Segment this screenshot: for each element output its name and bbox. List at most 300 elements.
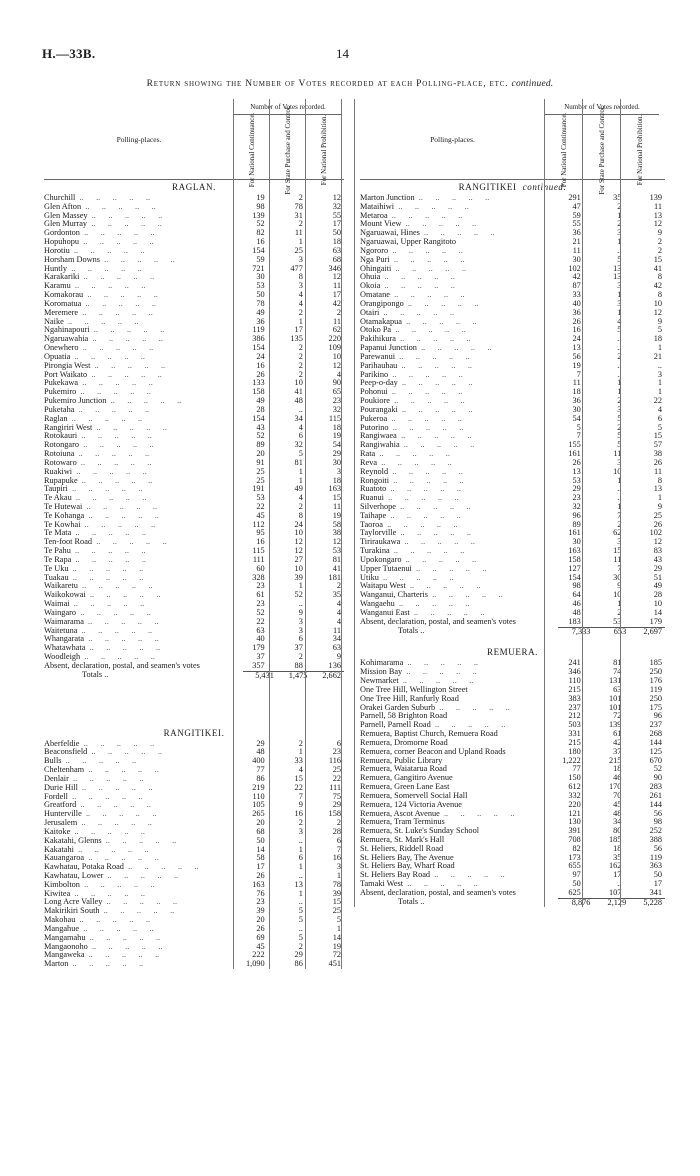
vote-count: 98 <box>572 581 581 591</box>
vote-count: 4 <box>336 616 341 626</box>
polling-place-name: Waitapu West .. <box>360 582 543 591</box>
polling-place-name: Te Kohanga .. <box>44 512 230 521</box>
vote-count: 1,090 <box>246 959 265 969</box>
vote-count: 18 <box>613 843 622 853</box>
vote-count: 163 <box>568 546 581 556</box>
vote-count: 60 <box>256 563 265 573</box>
vote-count: 34 <box>332 634 341 644</box>
vote-count: 21 <box>653 351 663 361</box>
vote-count: 29 <box>332 800 341 810</box>
polling-place-name: Taylorville .. <box>360 529 543 538</box>
vote-count: 154 <box>252 413 265 423</box>
polling-place-name: Peep-o-day .. <box>360 379 543 388</box>
polling-place-name: One Tree Hill, Wellington Street <box>360 685 468 694</box>
vote-count: 78 <box>294 201 303 211</box>
vote-count: 2 <box>657 237 663 247</box>
column-rule <box>544 99 545 907</box>
polling-place-name: Marton .. <box>44 960 230 969</box>
vote-count: 158 <box>568 554 581 564</box>
vote-count: 13 <box>653 484 663 494</box>
vote-count: 49 <box>653 581 663 591</box>
vote-count: 11 <box>333 281 341 291</box>
polling-place-name: Long Acre Valley .. <box>44 898 230 907</box>
vote-count: 139 <box>608 720 622 730</box>
polling-place-name: Remuera, Green Lane East <box>360 783 450 792</box>
polling-place-name: Pakihikura .. <box>360 335 543 344</box>
vote-count: 721 <box>252 263 265 273</box>
polling-place-name: Bulls .. <box>44 757 230 766</box>
vote-count: 51 <box>653 572 663 582</box>
vote-count: 150 <box>568 773 581 783</box>
vote-count: 2 <box>657 245 663 255</box>
vote-count: 101 <box>608 702 622 712</box>
vote-count: 154 <box>252 245 265 255</box>
vote-count: 2 <box>298 818 303 828</box>
vote-count: 110 <box>568 676 581 686</box>
polling-place-name: Pukemiro .. <box>44 388 230 397</box>
vote-count: 72 <box>332 950 341 960</box>
vote-count: 116 <box>328 756 341 766</box>
vote-count: 3 <box>617 457 622 467</box>
polling-place-name: Waingaro .. <box>44 609 230 618</box>
polling-place-name: Absent, declaration, postal, and seamen's votes <box>360 617 516 626</box>
vote-count: 2 <box>617 519 622 529</box>
vote-count: 139 <box>252 210 265 220</box>
column-2-header <box>274 105 302 195</box>
polling-place-name: Te Kowhai .. <box>44 521 230 530</box>
polling-place-name: Glen Murray .. <box>44 220 230 229</box>
vote-count: 10 <box>653 298 663 308</box>
vote-count: 15 <box>613 546 622 556</box>
vote-count: 161 <box>568 528 581 538</box>
column-2-header <box>588 105 616 195</box>
vote-count: 130 <box>568 817 581 827</box>
vote-count: 90 <box>332 378 341 388</box>
vote-count: 2,129 <box>593 898 629 907</box>
vote-count: 2 <box>617 351 622 361</box>
polling-place-name: Remuera, Tram Terminus <box>360 818 445 827</box>
vote-count: 3 <box>298 281 303 291</box>
vote-count: 52 <box>256 219 265 229</box>
vote-count: 10 <box>294 378 303 388</box>
vote-count: 2 <box>617 607 622 617</box>
vote-count: 46 <box>572 599 581 609</box>
polling-place-name: Kohimarama .. <box>360 659 543 668</box>
table-row <box>44 960 344 969</box>
vote-count: 357 <box>252 660 265 670</box>
vote-count: 3 <box>298 254 303 264</box>
vote-count: 58 <box>332 519 341 529</box>
polling-place-name: Okoia .. <box>360 282 543 291</box>
vote-count: 119 <box>649 852 663 862</box>
column-3-header <box>310 114 338 186</box>
column-1-header <box>238 112 266 188</box>
vote-count: 105 <box>252 800 265 810</box>
vote-count: 9 <box>657 228 663 238</box>
vote-count: 22 <box>256 616 265 626</box>
vote-count: 96 <box>572 510 581 520</box>
vote-count: 36 <box>572 228 581 238</box>
vote-count: 23 <box>256 581 265 591</box>
vote-count: 7 <box>617 563 622 573</box>
polling-place-name: Otoko Pa .. <box>360 326 543 335</box>
polling-place-name: Taihape .. <box>360 512 543 521</box>
vote-count: 1 <box>657 378 663 388</box>
vote-count: 76 <box>256 888 265 898</box>
vote-count: .. <box>617 334 622 344</box>
page-number: 14 <box>336 46 349 61</box>
vote-count: 26 <box>653 519 663 529</box>
vote-count: 10 <box>332 351 341 361</box>
vote-count: 2 <box>617 201 622 211</box>
vote-count: 5 <box>657 422 663 432</box>
vote-count: 7 <box>617 510 622 520</box>
vote-count: 1 <box>298 475 303 485</box>
vote-count: 212 <box>568 711 581 721</box>
vote-count: 268 <box>649 729 663 739</box>
polling-place-name: Mangahue .. <box>44 925 230 934</box>
vote-count: 8 <box>298 510 303 520</box>
vote-count: 180 <box>568 746 581 756</box>
polling-place-name: Waimarama .. <box>44 618 230 627</box>
vote-count: 215 <box>568 684 581 694</box>
polling-place-name: Huntly .. <box>44 265 230 274</box>
vote-count: 110 <box>252 791 265 801</box>
vote-count: 49 <box>294 484 303 494</box>
vote-count: 1 <box>657 343 663 353</box>
vote-count: 78 <box>332 879 341 889</box>
vote-count: 185 <box>649 658 663 668</box>
vote-count: 5 <box>298 906 303 916</box>
polling-place-name: Te Rapa .. <box>44 556 230 565</box>
polling-place-name: St. Heliers, Riddell Road <box>360 844 444 853</box>
section-name: RAGLAN. <box>172 182 216 192</box>
polling-place-name: Tamaki West .. <box>360 880 543 889</box>
vote-count: 9 <box>617 581 622 591</box>
column-rule <box>305 99 306 969</box>
polling-place-name: Rangiriri West .. <box>44 424 230 433</box>
vote-count: 4 <box>298 422 303 432</box>
polling-place-name: Whatawhata .. <box>44 644 230 653</box>
vote-count: 3 <box>298 826 303 836</box>
vote-count: 11 <box>654 466 663 476</box>
vote-count: 7 <box>336 844 341 854</box>
vote-count: 6 <box>298 431 303 441</box>
vote-count: 2 <box>298 738 303 748</box>
section-name: REMUERA. <box>486 647 539 658</box>
vote-count: 121 <box>568 808 581 818</box>
vote-count: 62 <box>332 325 341 335</box>
vote-count: 59 <box>256 254 265 264</box>
polling-place-name: Parnell, Parnell Road .. <box>360 721 543 730</box>
polling-place-name: Reva .. <box>360 459 543 468</box>
vote-count: 2,697 <box>629 627 665 636</box>
vote-count: 1 <box>298 844 303 854</box>
vote-count: 39 <box>294 572 303 582</box>
column-rule <box>233 99 234 969</box>
vote-count: 50 <box>653 870 663 880</box>
vote-count: 61 <box>613 729 622 739</box>
vote-count: 11 <box>654 201 663 211</box>
vote-count: 10 <box>613 590 622 600</box>
polling-place-name: Papanui Junction .. <box>360 344 543 353</box>
vote-count: 23 <box>332 396 341 406</box>
vote-count: 12 <box>294 546 303 556</box>
vote-count: 625 <box>568 887 581 897</box>
vote-count: 11 <box>613 449 622 459</box>
vote-count: 11 <box>613 554 622 564</box>
vote-count: 5,431 <box>243 671 277 680</box>
polling-place-name: Kauangaroa .. <box>44 854 230 863</box>
vote-count: 15 <box>294 773 303 783</box>
vote-count: 63 <box>332 245 341 255</box>
polling-place-name: Nga Puri .. <box>360 256 543 265</box>
totals-row <box>44 671 344 680</box>
vote-count: 16 <box>256 537 265 547</box>
polling-place-name: Whangarata .. <box>44 635 230 644</box>
polling-place-name: Taoroa .. <box>360 521 543 530</box>
column-rule <box>341 99 342 969</box>
vote-count: 29 <box>294 950 303 960</box>
section-name: RANGITIKEI. <box>163 727 225 738</box>
vote-count: 7 <box>576 369 581 379</box>
vote-count: 63 <box>613 684 622 694</box>
polling-place-name: Mangaweka .. <box>44 951 230 960</box>
vote-count: 40 <box>572 298 581 308</box>
polling-places-header: Polling-places. <box>116 135 162 144</box>
vote-count: 15 <box>653 431 663 441</box>
vote-count: 1 <box>298 316 303 326</box>
vote-count: 75 <box>332 791 341 801</box>
vote-count: 10 <box>613 466 622 476</box>
polling-place-name: Pukekawa .. <box>44 379 230 388</box>
vote-count: 52 <box>256 431 265 441</box>
vote-count: 54 <box>572 413 581 423</box>
vote-count: 2 <box>298 360 303 370</box>
vote-count: 52 <box>256 607 265 617</box>
vote-count: 250 <box>649 667 663 677</box>
vote-count: 3 <box>657 369 663 379</box>
polling-place-name: Ruanui .. <box>360 494 543 503</box>
vote-count: 15 <box>653 254 663 264</box>
vote-count: 4 <box>336 607 341 617</box>
vote-count: 13 <box>572 466 581 476</box>
vote-count: 39 <box>332 888 341 898</box>
vote-count: .. <box>298 835 303 845</box>
vote-count: 18 <box>613 764 622 774</box>
column-rule <box>620 99 621 907</box>
vote-count: 477 <box>290 263 303 273</box>
polling-place-name: Cheltenham .. <box>44 766 230 775</box>
polling-place-name: Churchill .. <box>44 194 230 203</box>
polling-place-name: Ngaruawai, Hines .. <box>360 229 543 238</box>
vote-count: 26 <box>653 457 663 467</box>
polling-place-name: Raglan .. <box>44 415 230 424</box>
vote-count: 70 <box>613 790 622 800</box>
vote-count: 30 <box>572 537 581 547</box>
vote-count: 19 <box>256 193 265 202</box>
polling-place-name: Waimai .. <box>44 600 230 609</box>
vote-count: 23 <box>332 747 341 757</box>
section-name: RANGITIKEI <box>458 182 517 192</box>
vote-count: 1 <box>617 210 622 220</box>
vote-count: 30 <box>332 457 341 467</box>
vote-count: 42 <box>332 298 341 308</box>
column-2-label: For State Purchase and Control. <box>598 105 606 195</box>
vote-count: 18 <box>572 387 581 397</box>
vote-count: .. <box>617 369 622 379</box>
vote-count: 81 <box>294 457 303 467</box>
vote-count: 16 <box>572 325 581 335</box>
vote-count: 25 <box>332 906 341 916</box>
vote-count: 15 <box>332 493 341 503</box>
vote-count: 346 <box>568 667 581 677</box>
polling-place-name: Rata .. <box>360 450 543 459</box>
vote-count: 48 <box>294 396 303 406</box>
vote-count: 36 <box>572 307 581 317</box>
vote-count: 37 <box>256 652 265 662</box>
vote-count: 53 <box>332 546 341 556</box>
vote-count: 1 <box>657 493 663 503</box>
vote-count: 86 <box>256 773 265 783</box>
vote-count: 163 <box>252 879 265 889</box>
vote-count: 3 <box>617 404 622 414</box>
vote-count: 163 <box>328 484 341 494</box>
polling-place-name: Wangaehu .. <box>360 600 543 609</box>
vote-count: 12 <box>332 272 341 282</box>
polling-place-name: Kakatahi, Glenns .. <box>44 837 230 846</box>
vote-count: 9 <box>298 607 303 617</box>
vote-count: 17 <box>332 290 341 300</box>
vote-count: 82 <box>256 228 265 238</box>
column-1-header <box>550 112 578 188</box>
polling-place-name: Upper Tutaenui .. <box>360 565 543 574</box>
column-1-label: For National Continuance. <box>248 112 256 188</box>
polling-place-name: Rupapuke .. <box>44 477 230 486</box>
vote-count: 5 <box>576 422 581 432</box>
vote-count: 708 <box>568 834 581 844</box>
vote-count: 30 <box>572 404 581 414</box>
vote-count: 13 <box>653 210 663 220</box>
vote-count: 17 <box>294 325 303 335</box>
vote-count: 2,662 <box>310 671 344 680</box>
vote-count: 23 <box>256 897 265 907</box>
polling-place-name: Ruakiwi .. <box>44 468 230 477</box>
section-title-left.rangitikei <box>44 726 344 740</box>
vote-count: 261 <box>649 790 663 800</box>
polling-place-name: Pohonui .. <box>360 388 543 397</box>
vote-count: 158 <box>252 387 265 397</box>
vote-count: 4 <box>298 290 303 300</box>
vote-count: 2 <box>298 369 303 379</box>
vote-count: 10 <box>294 563 303 573</box>
vote-count: 22 <box>332 773 341 783</box>
vote-count: 9 <box>336 652 341 662</box>
vote-count: 52 <box>653 764 663 774</box>
vote-count: 48 <box>572 607 581 617</box>
polling-place-name: Totals .. <box>398 626 425 635</box>
vote-count: 9 <box>298 800 303 810</box>
vote-count: 363 <box>649 861 663 871</box>
document-id: H.—33B. <box>42 46 96 61</box>
vote-count: 237 <box>568 702 581 712</box>
vote-count: 9 <box>657 501 663 511</box>
vote-count: 15 <box>332 897 341 907</box>
vote-count: 6 <box>298 634 303 644</box>
vote-count: 215 <box>608 755 622 765</box>
vote-count: .. <box>617 245 622 255</box>
vote-count: 2 <box>298 343 303 353</box>
polling-place-name: Waitetuna .. <box>44 627 230 636</box>
vote-count: 173 <box>568 852 581 862</box>
polling-place-name: Remuera, corner Beacon and Upland Roads <box>360 747 506 756</box>
vote-count: 175 <box>649 702 663 712</box>
vote-count: 2 <box>336 818 341 828</box>
vote-count: 63 <box>332 643 341 653</box>
polling-place-name: Fordell .. <box>44 793 230 802</box>
column-rule <box>582 99 583 907</box>
vote-count: 16 <box>294 809 303 819</box>
polling-place-name: Pirongia West .. <box>44 362 230 371</box>
vote-count: 53 <box>572 475 581 485</box>
column-3-header <box>626 114 654 186</box>
vote-count: 96 <box>653 711 663 721</box>
vote-count: 22 <box>256 501 265 511</box>
polling-place-name: Gordonton .. <box>44 229 230 238</box>
vote-count: 78 <box>256 298 265 308</box>
vote-count: 35 <box>613 852 622 862</box>
vote-count: 24 <box>256 351 265 361</box>
vote-count: 6 <box>657 413 663 423</box>
vote-count: 1 <box>617 290 622 300</box>
vote-count: 111 <box>252 554 265 564</box>
vote-count: .. <box>617 360 622 370</box>
column-1-label: For National Continuance. <box>560 112 568 188</box>
vote-count: 6 <box>336 738 341 748</box>
vote-count: 655 <box>568 861 581 871</box>
vote-count: 383 <box>568 693 581 703</box>
vote-count: 12 <box>653 219 663 229</box>
vote-count: 30 <box>613 572 622 582</box>
polling-place-name: Glen Massey .. <box>44 212 230 221</box>
polling-place-name: Rotokauri .. <box>44 432 230 441</box>
polling-place-name: Absent, declaration, postal, and seamen's votes <box>360 888 516 897</box>
vote-count: 41 <box>653 263 663 273</box>
vote-count: 8,876 <box>558 898 594 907</box>
vote-count: .. <box>617 879 622 889</box>
vote-count: 87 <box>572 281 581 291</box>
vote-count: 37 <box>294 643 303 653</box>
title-suffix: continued. <box>511 79 554 89</box>
vote-count: 176 <box>649 676 663 686</box>
vote-count: 119 <box>649 684 663 694</box>
polling-place-name: Remuera, Dromorne Road <box>360 738 448 747</box>
vote-count: 503 <box>568 720 581 730</box>
polling-place-name: Kawhatau, Lower .. <box>44 872 230 881</box>
vote-count: 53 <box>613 616 622 626</box>
vote-count: 612 <box>568 782 581 792</box>
polling-place-name: Rotongaro .. <box>44 441 230 450</box>
vote-count: 41 <box>294 387 303 397</box>
polling-place-name: Turakina .. <box>360 547 543 556</box>
vote-count: 24 <box>294 519 303 529</box>
polling-place-name: Remuera, 124 Victoria Avenue <box>360 800 462 809</box>
vote-count: 237 <box>649 720 663 730</box>
vote-count: 35 <box>332 590 341 600</box>
polling-place-name: Omatane .. <box>360 291 543 300</box>
polling-place-name: Wanganui, Charteris .. <box>360 591 543 600</box>
vote-count: 25 <box>653 510 663 520</box>
